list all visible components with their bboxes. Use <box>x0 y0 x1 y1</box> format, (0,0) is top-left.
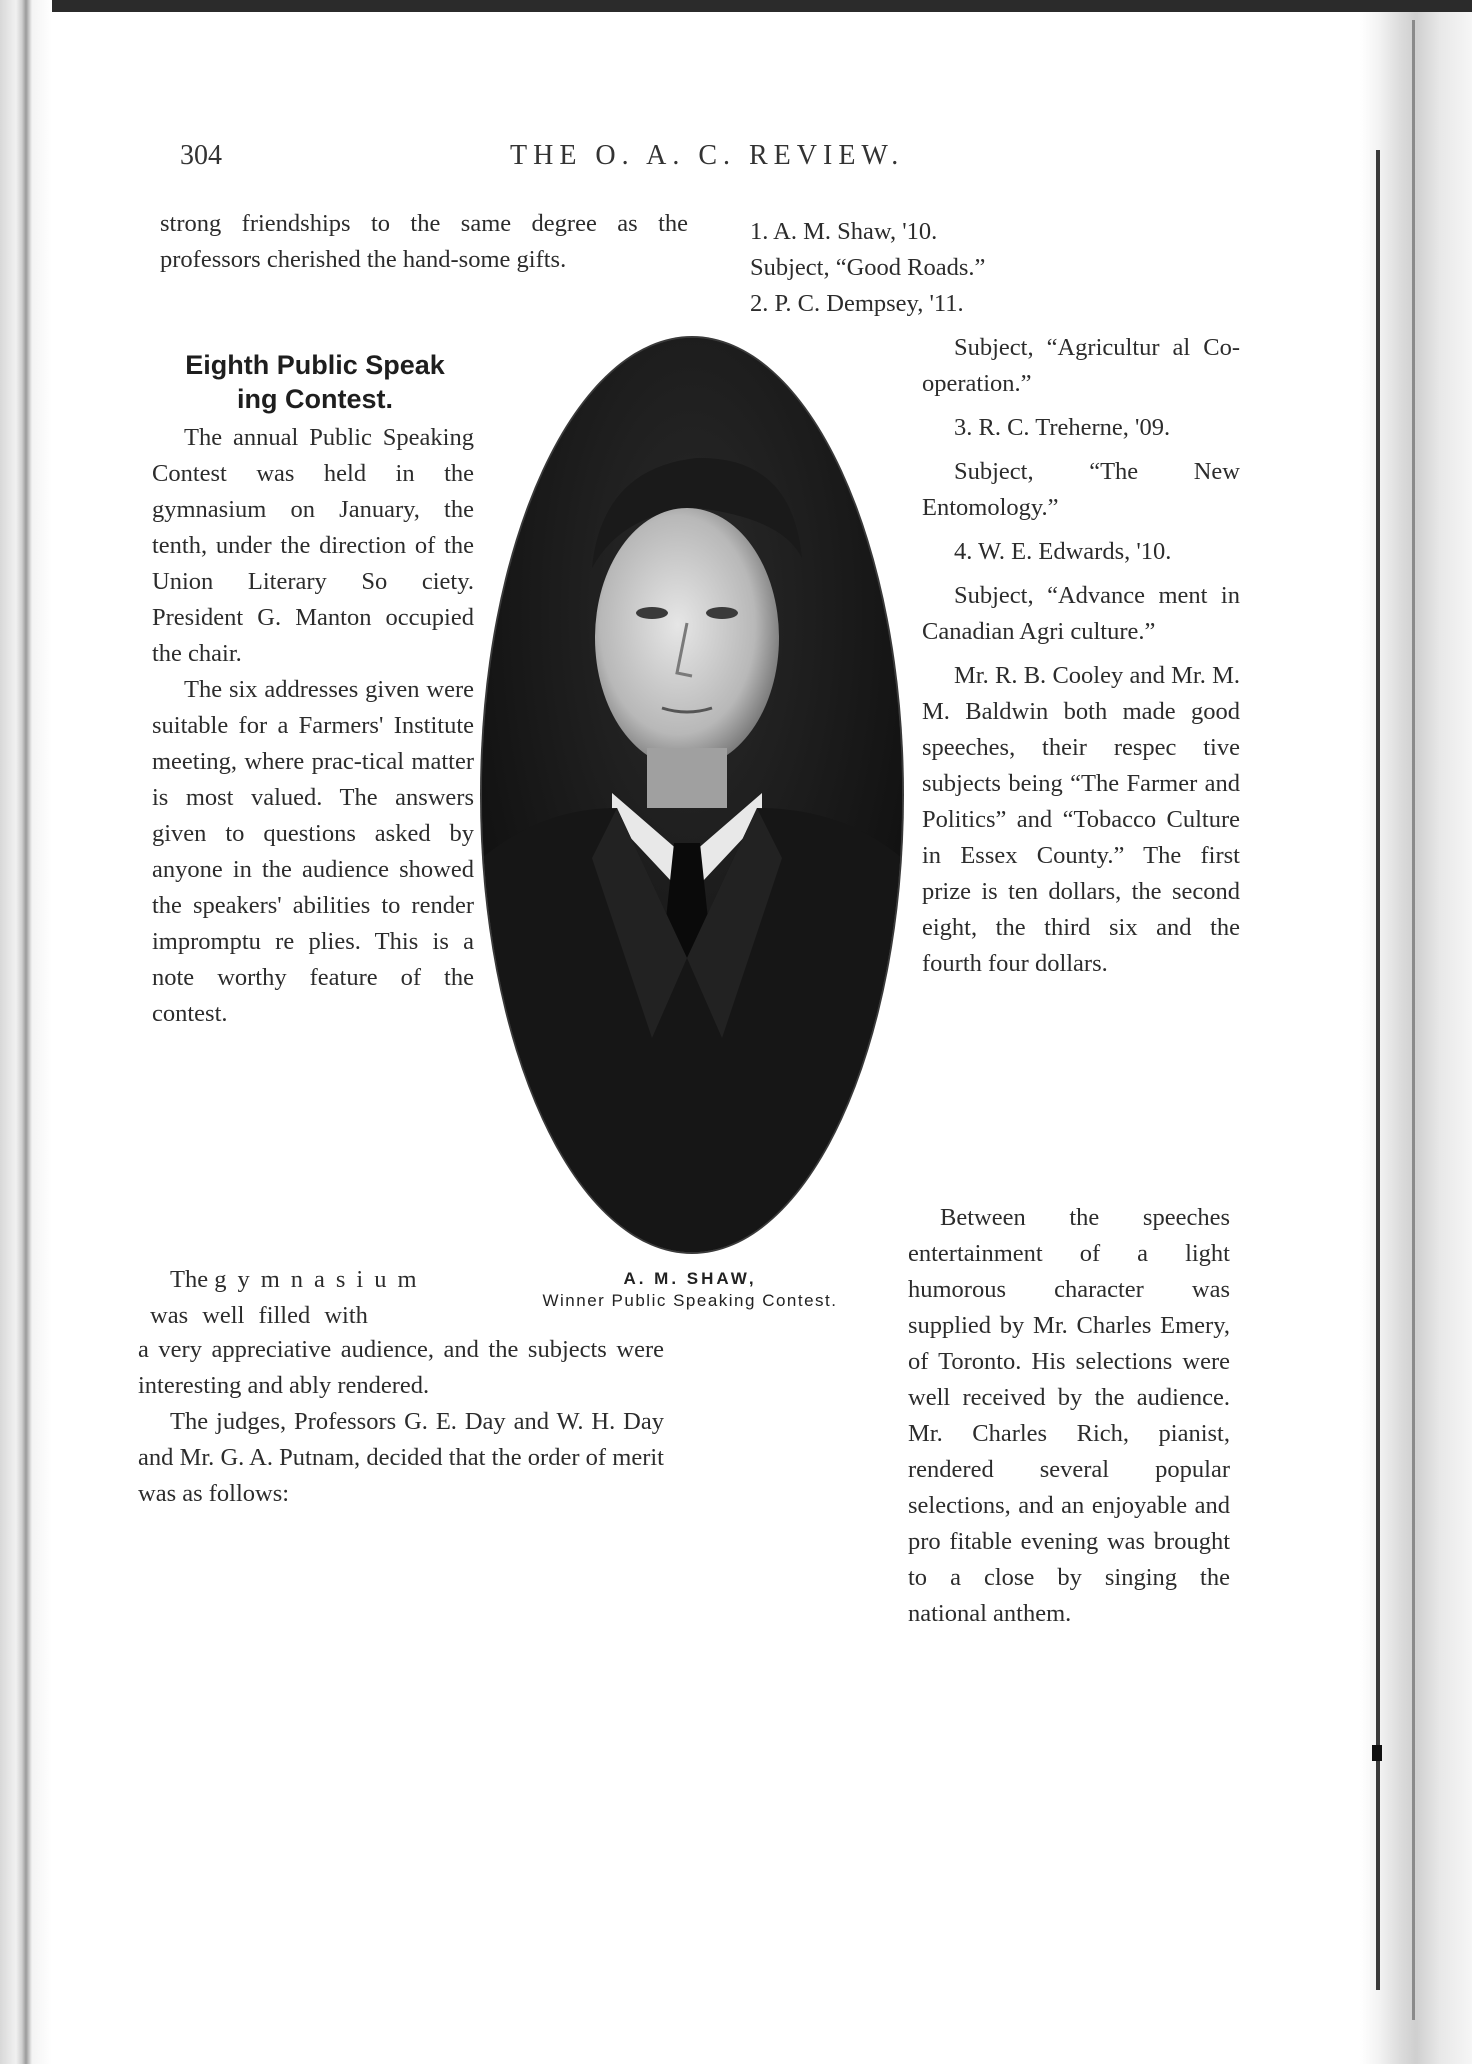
gutter-mark <box>1372 1745 1382 1761</box>
winner-1: 1. A. M. Shaw, '10. <box>750 218 938 245</box>
portrait-image <box>482 338 902 1252</box>
scan-top-edge <box>0 0 1472 12</box>
journal-title: THE O. A. C. REVIEW. <box>510 140 905 171</box>
winner-4: 4. W. E. Edwards, '10. <box>954 538 1172 565</box>
paragraph-3-word-1: The <box>170 1266 209 1293</box>
gutter-line-outer <box>1412 20 1415 2020</box>
caption-subtitle: Winner Public Speaking Contest. <box>542 1291 838 1310</box>
paragraph-4: The judges, Professors G. E. Day and W. H. Day and Mr. G. A. Putnam, decided that the order of merit was as follows: <box>138 1408 664 1507</box>
bottom-left-column <box>138 1332 664 1512</box>
left-column <box>152 420 474 1032</box>
winner-3-subject: Subject, “The New Entomology.” <box>922 458 1240 521</box>
winners-list-top <box>750 214 1170 322</box>
paragraph-3-line-2: was well filled with <box>150 1302 368 1329</box>
paragraph-3-start <box>150 1262 462 1334</box>
intro-paragraph <box>160 206 688 278</box>
paragraph-3-rest: a very appreciative audience, and the subjects were interesting and ably rendered. <box>138 1336 664 1399</box>
right-bottom-column <box>908 1200 1230 1632</box>
winner-2: 2. P. C. Dempsey, '11. <box>750 290 964 317</box>
scan-left-edge <box>0 0 52 2064</box>
intro-text: strong friendships to the same degree as the professors cherished the hand-some gifts. <box>160 210 688 273</box>
right-paragraph-1: Mr. R. B. Cooley and Mr. M. M. Baldwin both made good speeches, their respec tive subjects being “The Farmer and Politics” and “Tobacco Culture in Essex County.” The first prize is ten dollars, the second eight, the third six and the fourth four dollars. <box>922 662 1240 977</box>
gutter-line <box>1376 150 1380 1990</box>
paragraph-3-word-2: gymnasium <box>214 1266 428 1293</box>
winner-1-subject: Subject, “Good Roads.” <box>750 254 986 281</box>
winners-list <box>922 330 1240 982</box>
heading-line-2: ing Contest. <box>237 384 393 414</box>
winner-4-subject: Subject, “Advance ment in Canadian Agri culture.” <box>922 582 1240 645</box>
portrait-photo <box>482 338 902 1252</box>
paragraph-2: The six addresses given were suitable for a Farmers' Institute meeting, where prac-tical matter is most valued. The answers given to questions asked by anyone in the audience showed the speakers' abilities to render impromptu re plies. This is a note worthy feature of the contest. <box>152 676 474 1027</box>
page-number: 304 <box>180 140 222 171</box>
right-paragraph-2: Between the speeches entertainment of a light humorous character was supplied by Mr. Charles Emery, of Toronto. His selections were well received by the audience. Mr. Charles Rich, pianist, rendered several popular selections, and an enjoyable and pro fitable evening was brought to a close by singing the national anthem. <box>908 1204 1230 1627</box>
caption-name: A. M. SHAW, <box>623 1269 757 1288</box>
article-heading <box>150 348 480 416</box>
paragraph-1: The annual Public Speaking Contest was held in the gymnasium on January, the tenth, under the direction of the Union Literary So ciety. President G. Manton occupied the chair. <box>152 424 474 667</box>
winner-3: 3. R. C. Treherne, '09. <box>954 414 1171 441</box>
winner-2-subject: Subject, “Agricultur al Co-operation.” <box>922 334 1240 397</box>
page-header <box>180 140 940 180</box>
heading-line-1: Eighth Public Speak <box>185 350 445 380</box>
portrait-caption <box>480 1268 900 1312</box>
